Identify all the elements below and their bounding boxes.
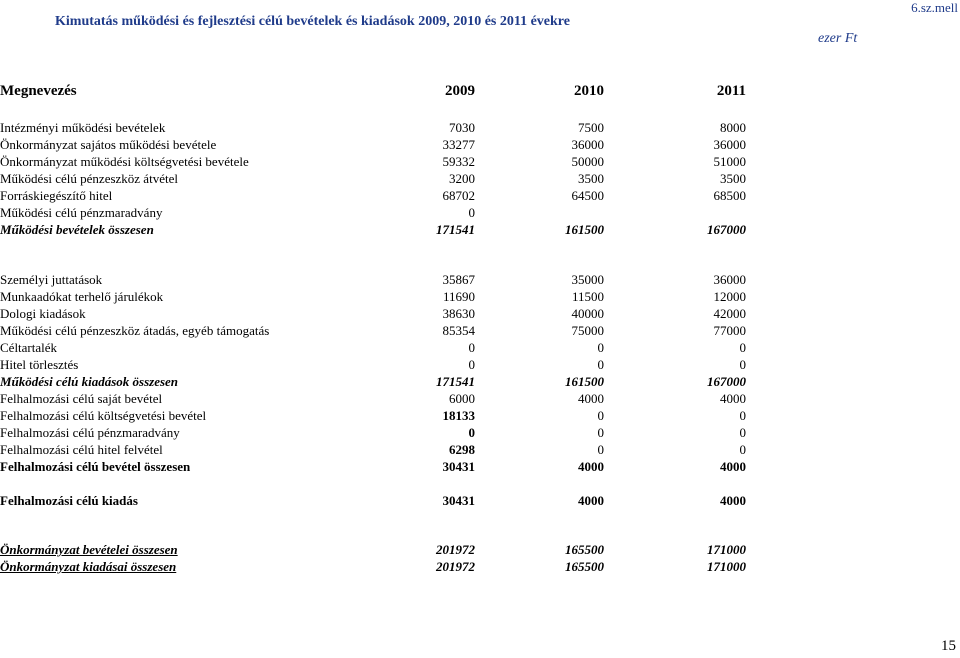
value-2009: 201972 <box>436 542 475 557</box>
table-row-total <box>0 374 760 390</box>
value-2009: 11690 <box>442 289 475 304</box>
table-row <box>0 272 760 288</box>
value-2010: 0 <box>597 442 604 457</box>
table-row-total <box>0 493 760 509</box>
row-label: Céltartalék <box>0 340 58 355</box>
value-2011: 167000 <box>707 222 746 237</box>
row-label: Felhalmozási célú kiadás <box>0 493 138 508</box>
value-2011: 4000 <box>720 459 746 474</box>
value-2009: 0 <box>468 357 475 372</box>
row-label: Önkormányzat bevételei összesen <box>0 542 178 557</box>
value-2009: 68702 <box>442 188 475 203</box>
value-2010: 0 <box>597 425 604 440</box>
value-2009: 0 <box>468 340 475 355</box>
value-2010: 0 <box>597 408 604 423</box>
value-2010: 4000 <box>578 493 604 508</box>
row-label: Dologi kiadások <box>0 306 86 321</box>
row-label: Felhalmozási célú pénzmaradvány <box>0 425 180 440</box>
row-label: Működési célú pénzmaradvány <box>0 205 163 220</box>
row-label: Működési célú kiadások összesen <box>0 374 179 389</box>
table-row <box>0 137 760 153</box>
header-2009: 2009 <box>445 83 475 99</box>
value-2011: 51000 <box>713 154 746 169</box>
value-2011: 3500 <box>720 171 746 186</box>
value-2011: 171000 <box>707 542 746 557</box>
value-2009: 7030 <box>449 120 475 135</box>
row-label: Intézményi működési bevételek <box>0 120 166 135</box>
value-2010: 50000 <box>571 154 604 169</box>
value-2010: 11500 <box>571 289 604 304</box>
table-row <box>0 323 760 339</box>
value-2009: 59332 <box>442 154 475 169</box>
table-row <box>0 171 760 187</box>
table-row <box>0 205 760 221</box>
row-label: Felhalmozási célú saját bevétel <box>0 391 163 406</box>
value-2011: 4000 <box>720 391 746 406</box>
value-2011: 0 <box>739 357 746 372</box>
value-2010: 35000 <box>571 272 604 287</box>
value-2010: 161500 <box>565 374 604 389</box>
value-2011: 0 <box>739 408 746 423</box>
value-2010: 36000 <box>571 137 604 152</box>
value-2011: 4000 <box>720 493 746 508</box>
value-2009: 85354 <box>442 323 475 338</box>
value-2011: 171000 <box>707 559 746 574</box>
row-label: Felhalmozási célú hitel felvétel <box>0 442 163 457</box>
header-name: Megnevezés <box>0 83 77 99</box>
value-2009: 30431 <box>442 459 475 474</box>
value-2009: 38630 <box>442 306 475 321</box>
value-2009: 171541 <box>436 374 475 389</box>
row-label: Felhalmozási célú költségvetési bevétel <box>0 408 207 423</box>
value-2009: 171541 <box>436 222 475 237</box>
value-2010: 161500 <box>565 222 604 237</box>
table-row <box>0 442 760 458</box>
value-2010: 4000 <box>578 459 604 474</box>
table-row <box>0 408 760 424</box>
value-2011: 0 <box>739 340 746 355</box>
table-row-grand-total <box>0 542 760 558</box>
value-2011: 12000 <box>713 289 746 304</box>
value-2010: 0 <box>597 357 604 372</box>
table-row-total <box>0 459 760 475</box>
value-2009: 6000 <box>449 391 475 406</box>
value-2011: 42000 <box>713 306 746 321</box>
table-row <box>0 120 760 136</box>
table-row <box>0 391 760 407</box>
value-2010: 0 <box>597 340 604 355</box>
value-2010: 165500 <box>565 559 604 574</box>
value-2011: 77000 <box>713 323 746 338</box>
value-2009: 201972 <box>436 559 475 574</box>
table-row <box>0 154 760 170</box>
table-row <box>0 357 760 373</box>
header-2011: 2011 <box>716 83 746 99</box>
page-number: 15 <box>941 638 956 654</box>
value-2011: 0 <box>739 425 746 440</box>
table-row <box>0 340 760 356</box>
value-2010: 40000 <box>571 306 604 321</box>
unit-label: ezer Ft <box>818 31 858 46</box>
value-2009: 0 <box>468 205 475 220</box>
value-2011: 36000 <box>713 137 746 152</box>
document-title: Kimutatás működési és fejlesztési célú bevételek és kiadások 2009, 2010 és 2011 évekre <box>55 14 570 29</box>
table-row <box>0 188 760 204</box>
value-2009: 3200 <box>449 171 475 186</box>
row-label: Munkaadókat terhelő járulékok <box>0 289 164 304</box>
value-2009: 35867 <box>442 272 475 287</box>
table-row <box>0 289 760 305</box>
row-label: Önkormányzat kiadásai összesen <box>0 559 177 574</box>
table-row-grand-total <box>0 559 760 575</box>
table-row-total <box>0 222 760 238</box>
value-2011: 68500 <box>713 188 746 203</box>
value-2011: 167000 <box>707 374 746 389</box>
value-2010: 64500 <box>571 188 604 203</box>
value-2009: 0 <box>468 425 475 440</box>
value-2010: 75000 <box>571 323 604 338</box>
row-label: Működési célú pénzeszköz átadás, egyéb támogatás <box>0 323 270 338</box>
table-header-row <box>0 81 760 101</box>
row-label: Működési bevételek összesen <box>0 222 154 237</box>
value-2011: 0 <box>739 442 746 457</box>
table-row <box>0 306 760 322</box>
header-2010: 2010 <box>574 83 604 99</box>
value-2010: 4000 <box>578 391 604 406</box>
row-label: Önkormányzat sajátos működési bevétele <box>0 137 217 152</box>
value-2009: 33277 <box>442 137 475 152</box>
row-label: Működési célú pénzeszköz átvétel <box>0 171 178 186</box>
value-2010: 3500 <box>578 171 604 186</box>
row-label: Felhalmozási célú bevétel összesen <box>0 459 191 474</box>
value-2009: 30431 <box>442 493 475 508</box>
value-2009: 18133 <box>442 408 475 423</box>
value-2010: 165500 <box>565 542 604 557</box>
row-label: Személyi juttatások <box>0 272 103 287</box>
value-2011: 36000 <box>713 272 746 287</box>
value-2010: 7500 <box>578 120 604 135</box>
row-label: Hitel törlesztés <box>0 357 79 372</box>
table-row <box>0 425 760 441</box>
value-2011: 8000 <box>720 120 746 135</box>
row-label: Önkormányzat működési költségvetési bevétele <box>0 154 249 169</box>
annex-label: 6.sz.mell <box>911 0 958 15</box>
row-label: Forráskiegészítő hitel <box>0 188 113 203</box>
value-2009: 6298 <box>449 442 475 457</box>
